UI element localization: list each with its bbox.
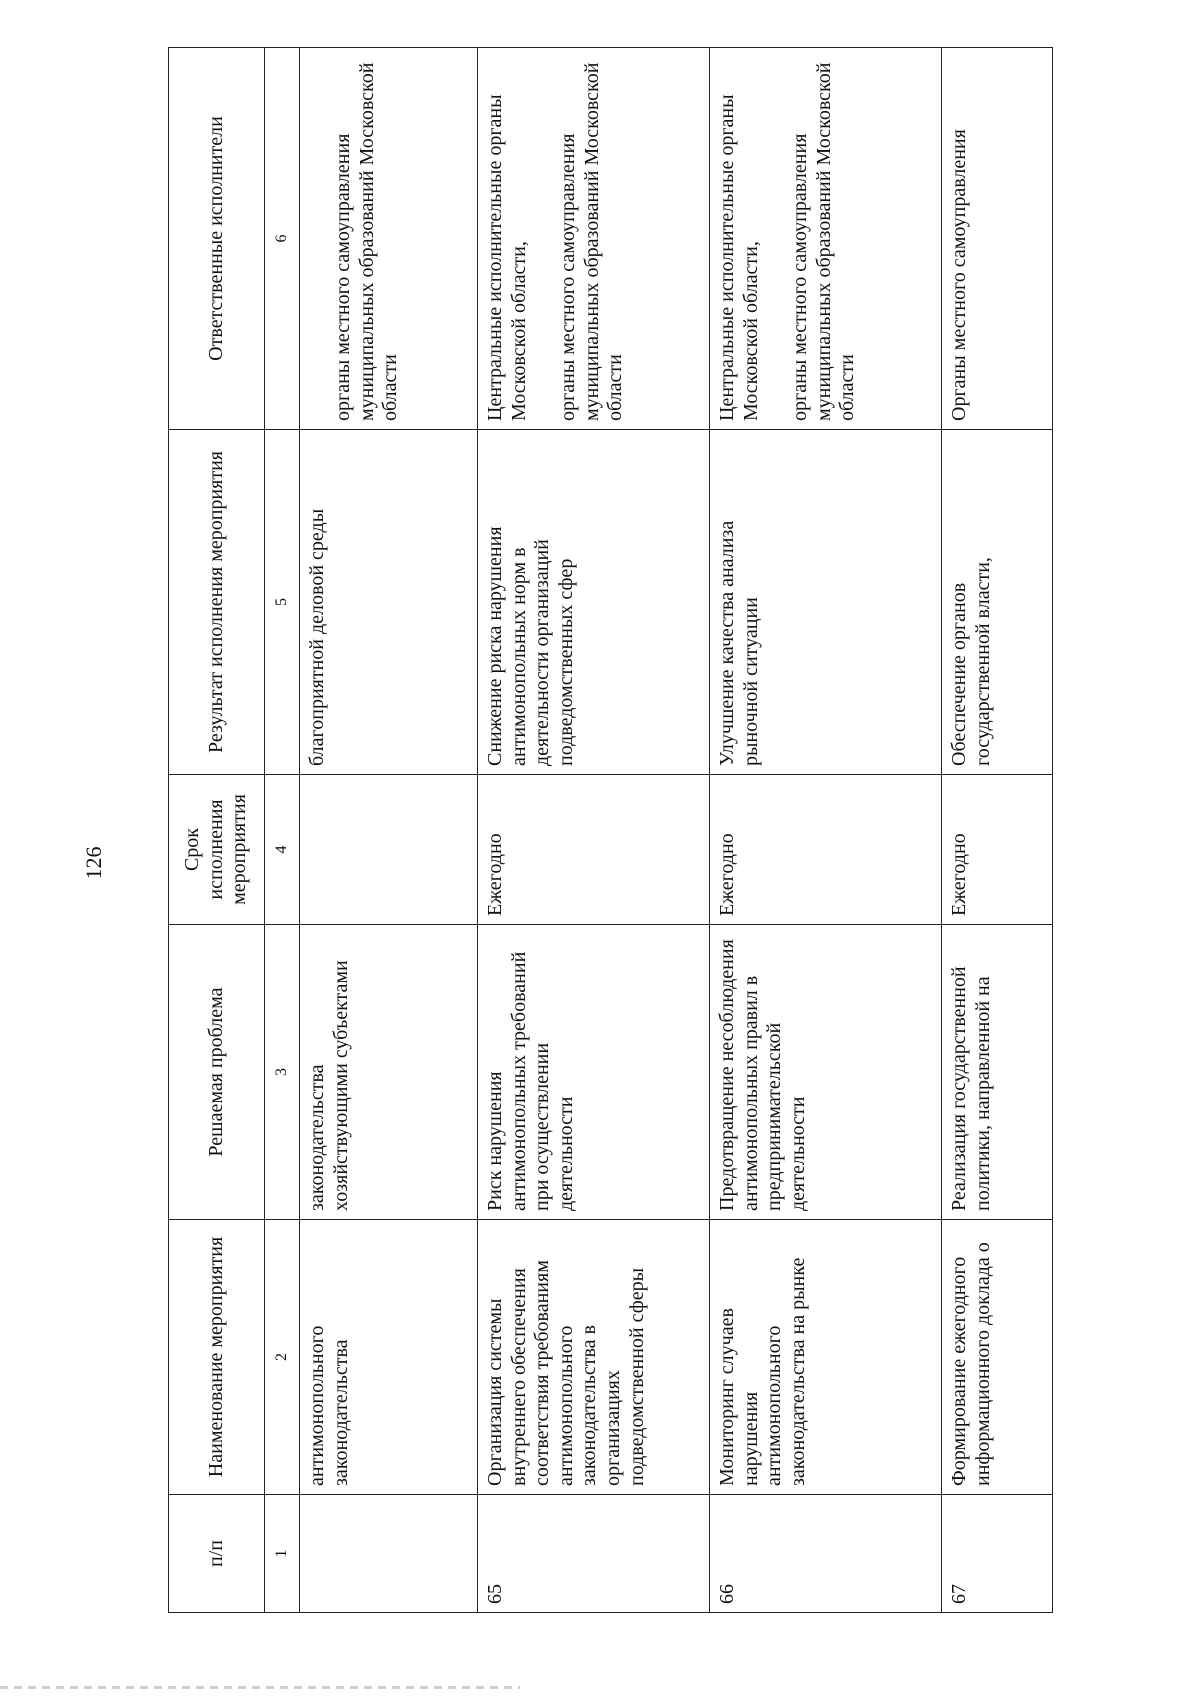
scan-artifact [0,1686,520,1689]
responsible-text: органы местного самоуправления муниципальных образований Московской области [332,62,402,421]
table-row [942,48,1053,1613]
rotated-table-container [168,48,1053,1613]
problem-text: Реализация государственной политики, направленной на [942,925,1053,1220]
term-text: Ежегодно [942,775,1053,925]
measures-table [168,47,1053,1613]
measure-name: Организация системы внутреннего обеспечения соответствия требованиям антимонопольного законодательства в организациях подведомственной сферы [478,1220,710,1495]
column-number: 6 [265,48,300,430]
result-text: Улучшение качества анализа рыночной ситуации [710,430,942,775]
responsible-cell [942,48,1053,430]
term-text [300,775,478,925]
result-text: Обеспечение органов государственной власти, [942,430,1053,775]
column-number: 2 [265,1220,300,1495]
responsible-text: органы местного самоуправления муниципальных образований Московской области [789,62,859,421]
measure-name: Мониторинг случаев нарушения антимонопольного законодательства на рынке [710,1220,942,1495]
spacer [306,56,332,421]
term-text: Ежегодно [478,775,710,925]
row-number [300,1495,478,1613]
term-text: Ежегодно [710,775,942,925]
row-number: 67 [942,1495,1053,1613]
header-cell-name: Наименование мероприятия [169,1220,265,1495]
column-number: 5 [265,430,300,775]
header-row [169,48,265,1613]
responsible-text: Центральные исполнительные органы Московской области, [716,94,762,421]
problem-text: Предотвращение несоблюдения антимонопольных правил в предпринимательской деятельности [710,925,942,1220]
header-cell-no: п/п [169,1495,265,1613]
column-number-row [265,48,300,1613]
spacer [763,56,789,421]
column-number: 4 [265,775,300,925]
responsible-text: органы местного самоуправления муниципальных образований Московской области [557,62,627,421]
measure-name: антимонопольного законодательства [300,1220,478,1495]
page-number: 126 [81,846,106,880]
result-text: благоприятной деловой среды [300,430,478,775]
header-cell-result: Результат исполнения мероприятия [169,430,265,775]
measure-name: Формирование ежегодного информационного доклада о [942,1220,1053,1495]
responsible-text: Центральные исполнительные органы Московской области, [484,94,530,421]
table-row [710,48,942,1613]
header-cell-problem: Решаемая проблема [169,925,265,1220]
responsible-cell [710,48,942,430]
table-row [478,48,710,1613]
table-row [300,48,478,1613]
responsible-text: Органы местного самоуправления [948,129,970,421]
column-number: 3 [265,925,300,1220]
column-number: 1 [265,1495,300,1613]
result-text: Снижение риска нарушения антимонопольных норм в деятельности организаций подведомственных сфер [478,430,710,775]
header-cell-term: Срок исполнения мероприятия [169,775,265,925]
row-number: 65 [478,1495,710,1613]
header-cell-responsible: Ответственные исполнители [169,48,265,430]
responsible-cell [300,48,478,430]
problem-text: Риск нарушения антимонопольных требований при осуществлении деятельности [478,925,710,1220]
problem-text: законодательства хозяйствующими субъектами [300,925,478,1220]
row-number: 66 [710,1495,942,1613]
responsible-cell [478,48,710,430]
spacer [531,56,557,421]
